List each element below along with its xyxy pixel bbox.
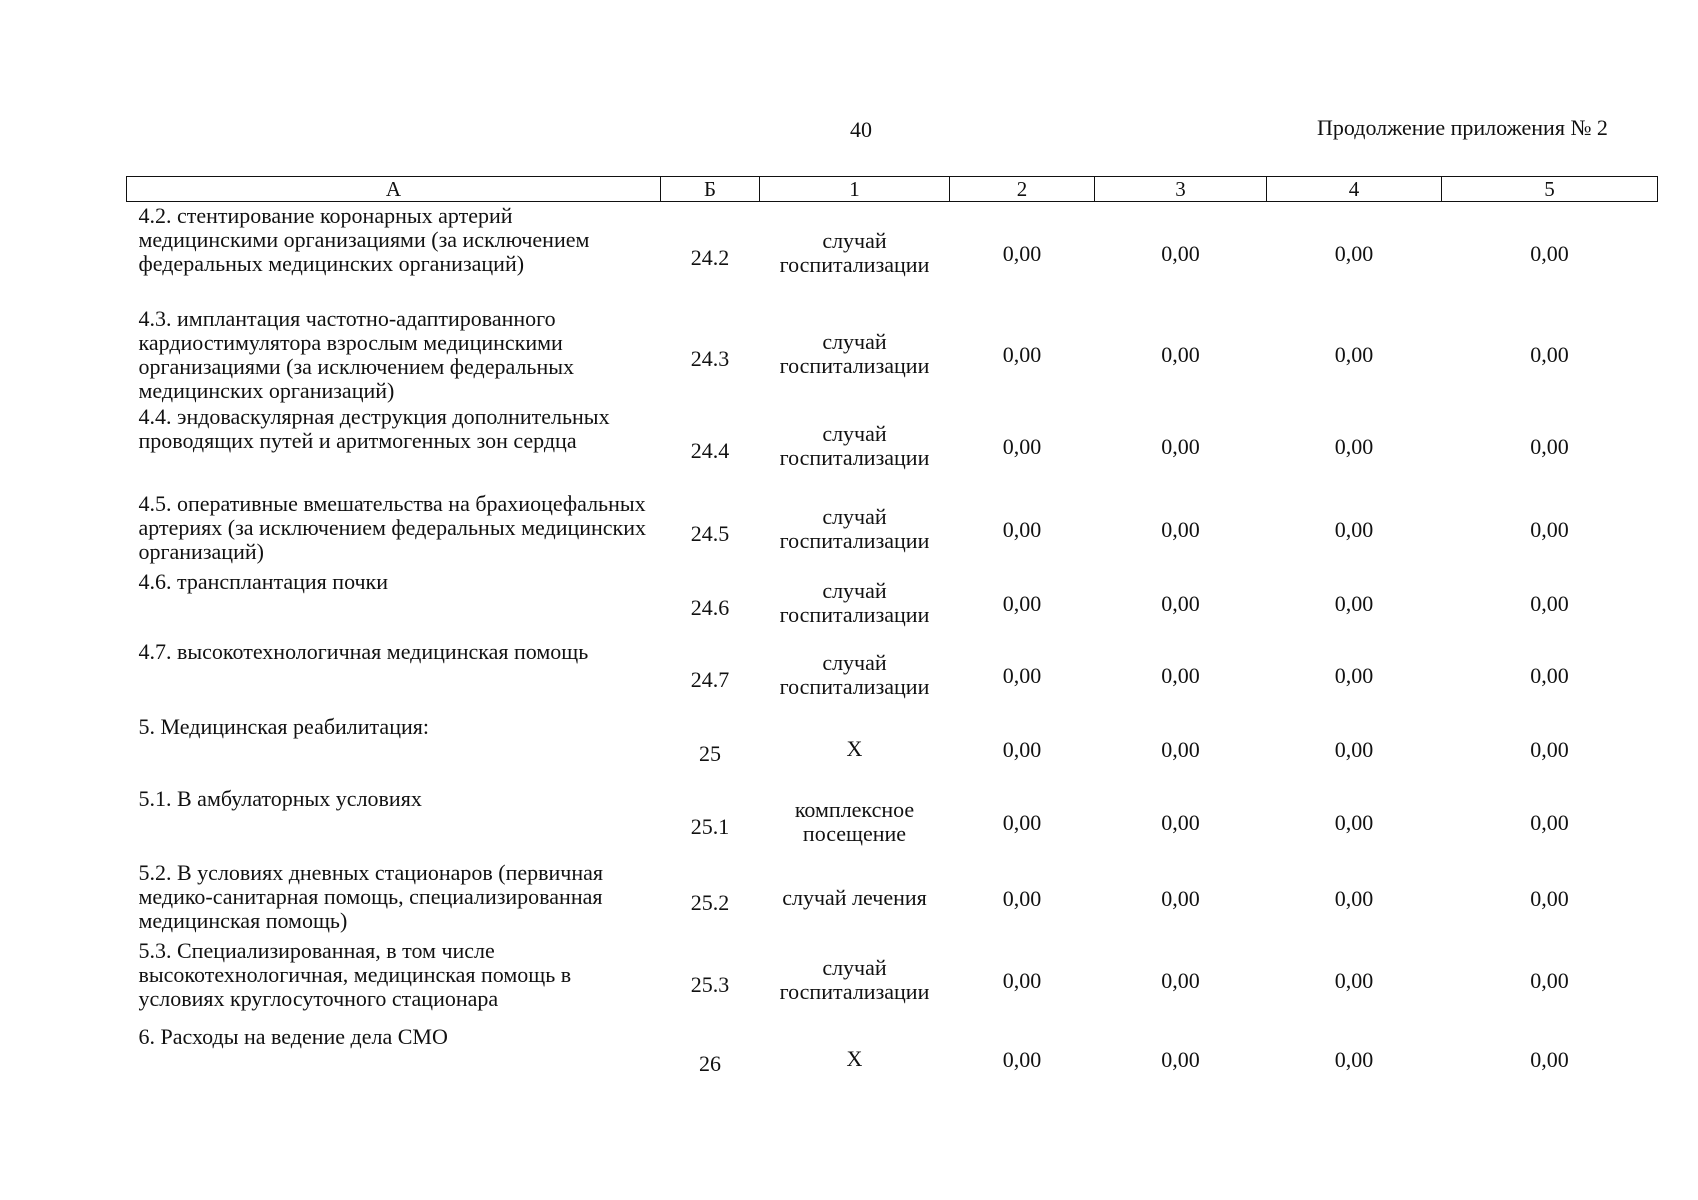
row-value: 0,00 bbox=[1161, 967, 1200, 993]
row-unit: случай госпитализации bbox=[779, 228, 930, 278]
row-unit: Х bbox=[846, 735, 863, 761]
row-value: 0,00 bbox=[1161, 663, 1200, 688]
column-header-a: А bbox=[127, 177, 661, 202]
row-value: 0,00 bbox=[1002, 241, 1042, 267]
column-header-b: Б bbox=[661, 177, 760, 202]
row-value: 0,00 bbox=[1002, 663, 1042, 688]
row-unit: случай госпитализации bbox=[779, 503, 930, 553]
row-name: 4.4. эндоваскулярная деструкция дополнительных проводящих путей и аритмогенных зон сердца bbox=[138, 403, 610, 453]
table-row bbox=[127, 490, 1658, 568]
column-header-2: 2 bbox=[950, 177, 1095, 202]
row-unit: случай госпитализации bbox=[779, 328, 930, 378]
row-value: 0,00 bbox=[1334, 341, 1374, 367]
row-name: 5.2. В условиях дневных стационаров (первичная медико-санитарная помощь, специализированная медицинская помощь) bbox=[138, 859, 604, 933]
row-value: 0,00 bbox=[1334, 1046, 1374, 1072]
row-unit: случай госпитализации bbox=[779, 421, 930, 470]
row-value: 0,00 bbox=[1530, 241, 1569, 267]
row-code: 25 bbox=[699, 740, 721, 766]
row-code: 26 bbox=[699, 1050, 721, 1076]
row-value: 0,00 bbox=[1334, 516, 1374, 542]
table-row bbox=[127, 937, 1658, 1023]
table-row bbox=[127, 638, 1658, 713]
row-name: 4.7. высокотехнологичная медицинская помощь bbox=[138, 638, 589, 664]
row-code: 24.4 bbox=[690, 438, 730, 463]
table-row bbox=[127, 202, 1658, 305]
row-value: 0,00 bbox=[1530, 809, 1569, 835]
row-value: 0,00 bbox=[1334, 809, 1374, 835]
row-value: 0,00 bbox=[1161, 241, 1200, 267]
row-value: 0,00 bbox=[1530, 663, 1569, 688]
column-header-1: 1 bbox=[760, 177, 950, 202]
row-unit: случай госпитализации bbox=[779, 577, 930, 627]
row-code: 24.6 bbox=[690, 594, 730, 620]
row-code: 24.5 bbox=[690, 520, 730, 546]
table-row bbox=[127, 1023, 1658, 1095]
row-value: 0,00 bbox=[1002, 885, 1042, 911]
row-value: 0,00 bbox=[1161, 341, 1200, 367]
row-value: 0,00 bbox=[1530, 590, 1569, 616]
table-row bbox=[127, 859, 1658, 937]
row-value: 0,00 bbox=[1161, 1046, 1200, 1072]
row-value: 0,00 bbox=[1002, 590, 1042, 616]
row-value: 0,00 bbox=[1161, 809, 1200, 835]
row-name: 4.3. имплантация частотно-адаптированного кардиостимулятора взрослым медицинскими организациями (за исключением федеральных медицинских организаций) bbox=[138, 305, 575, 403]
row-unit: Х bbox=[846, 1045, 863, 1071]
row-value: 0,00 bbox=[1530, 516, 1569, 542]
column-header-row bbox=[127, 177, 1658, 202]
row-value: 0,00 bbox=[1161, 885, 1200, 911]
row-value: 0,00 bbox=[1161, 516, 1200, 542]
row-name: 4.6. трансплантация почки bbox=[138, 568, 389, 594]
table-row bbox=[127, 785, 1658, 859]
row-code: 25.1 bbox=[690, 813, 730, 839]
row-value: 0,00 bbox=[1530, 1046, 1569, 1072]
row-value: 0,00 bbox=[1002, 967, 1042, 993]
row-unit: случай лечения bbox=[782, 884, 927, 910]
row-unit: комплексное посещение bbox=[794, 796, 915, 846]
appendix-continuation-label: Продолжение приложения № 2 bbox=[1317, 115, 1608, 140]
row-value: 0,00 bbox=[1334, 590, 1374, 616]
row-value: 0,00 bbox=[1334, 663, 1374, 688]
row-value: 0,00 bbox=[1530, 341, 1569, 367]
row-code: 25.2 bbox=[690, 889, 730, 915]
row-value: 0,00 bbox=[1334, 736, 1374, 762]
table-row bbox=[127, 713, 1658, 785]
row-value: 0,00 bbox=[1161, 736, 1200, 762]
row-unit: случай госпитализации bbox=[779, 954, 930, 1004]
row-name: 6. Расходы на ведение дела СМО bbox=[138, 1023, 448, 1049]
page-number: 40 bbox=[850, 117, 872, 142]
row-value: 0,00 bbox=[1530, 736, 1569, 762]
row-code: 24.2 bbox=[690, 245, 730, 271]
column-header-5: 5 bbox=[1442, 177, 1658, 202]
row-value: 0,00 bbox=[1002, 341, 1042, 367]
row-name: 5. Медицинская реабилитация: bbox=[138, 713, 429, 739]
row-value: 0,00 bbox=[1002, 809, 1042, 835]
row-value: 0,00 bbox=[1530, 967, 1569, 993]
table-row bbox=[127, 568, 1658, 638]
row-name: 4.5. оперативные вмешательства на брахиоцефальных артериях (за исключением федеральных медицинских организаций) bbox=[138, 490, 647, 564]
row-value: 0,00 bbox=[1334, 241, 1374, 267]
row-code: 24.3 bbox=[690, 345, 730, 371]
row-value: 0,00 bbox=[1530, 434, 1569, 459]
row-name: 5.3. Специализированная, в том числе высокотехнологичная, медицинская помощь в условиях круглосуточного стационара bbox=[138, 937, 572, 1011]
row-unit: случай госпитализации bbox=[779, 650, 930, 699]
row-value: 0,00 bbox=[1530, 885, 1569, 911]
row-value: 0,00 bbox=[1002, 434, 1042, 459]
row-name: 5.1. В амбулаторных условиях bbox=[138, 785, 422, 811]
row-value: 0,00 bbox=[1002, 1046, 1042, 1072]
row-code: 24.7 bbox=[690, 667, 730, 692]
table-row bbox=[127, 305, 1658, 403]
data-table bbox=[126, 176, 1658, 1095]
row-value: 0,00 bbox=[1002, 516, 1042, 542]
row-code: 25.3 bbox=[690, 971, 730, 997]
row-value: 0,00 bbox=[1334, 967, 1374, 993]
row-value: 0,00 bbox=[1161, 590, 1200, 616]
row-value: 0,00 bbox=[1334, 434, 1374, 459]
table-row bbox=[127, 403, 1658, 490]
row-value: 0,00 bbox=[1161, 434, 1200, 459]
column-header-3: 3 bbox=[1095, 177, 1267, 202]
column-header-4: 4 bbox=[1267, 177, 1442, 202]
row-value: 0,00 bbox=[1002, 736, 1042, 762]
row-name: 4.2. стентирование коронарных артерий медицинскими организациями (за исключением федеральных медицинских организаций) bbox=[138, 203, 590, 276]
row-value: 0,00 bbox=[1334, 885, 1374, 911]
